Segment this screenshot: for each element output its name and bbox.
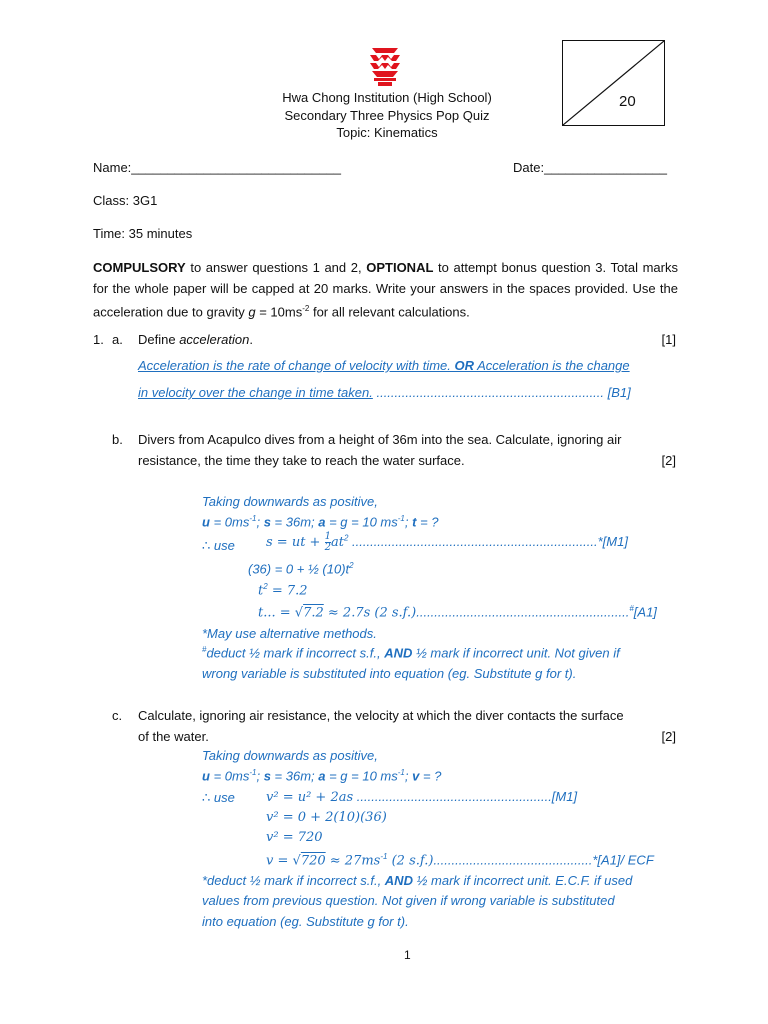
q1c-note1: *deduct ½ mark if incorrect s.f., AND ½ mark if incorrect unit. E.C.F. if used — [202, 873, 633, 888]
q1b-note2: #deduct ½ mark if incorrect s.f., AND ½ mark if incorrect unit. Not given if — [202, 645, 620, 661]
q1b-question-line2: resistance, the time they take to reach the water surface. [2] — [138, 453, 676, 468]
q1c-givens: $u = 0ms^{-1}$; s = 36m; a = g = 10 $ms^{-1}$; v = ? — [202, 768, 442, 784]
q1b-marks: [2] — [661, 453, 676, 468]
q1b-givens: $u = 0ms^{-1}$; s = 36m; a = g = 10 $ms^{-1}$; t = ? — [202, 514, 439, 530]
q1c-question-line2: of the water. [2] — [138, 729, 676, 744]
quiz-title: Secondary Three Physics Pop Quiz — [284, 108, 490, 123]
q1c-use: ∴ use — [202, 790, 235, 805]
q1c-question-line1: Calculate, ignoring air resistance, the velocity at which the diver contacts the surface — [138, 708, 624, 723]
date-field: Date:_________________ — [513, 160, 667, 175]
school-logo — [366, 47, 404, 87]
q1a-answer-line2: in velocity over the change in time taken. ............................................................... [B1] — [138, 385, 631, 400]
q1a-label: a. — [112, 332, 123, 347]
q1b-equation3: $t^2 = 7.2$ — [258, 582, 308, 599]
q1a-marks: [1] — [661, 332, 676, 347]
instructions: COMPULSORY to answer questions 1 and 2, OPTIONAL to attempt bonus question 3. Total marks for the whole paper will be capped at 20 marks. Write your answers in the spaces provided. Use the acceleration due to gravity $g = 10ms^{-2}$ for all relevant calculations. — [93, 260, 678, 320]
q1b-label: b. — [112, 432, 123, 447]
marks-box — [562, 40, 665, 126]
q1c-equation4: $v = √720 \approx 27ms^{-1}$ (2 s.f.)............................................*[A1]/ ECF — [266, 852, 654, 869]
q1-number: 1. — [93, 332, 104, 347]
q1c-working-line1: Taking downwards as positive, — [202, 748, 378, 763]
name-field: Name:_____________________________ — [93, 160, 341, 175]
q1b-note3: wrong variable is substituted into equation (eg. Substitute g for t). — [202, 666, 577, 681]
q1b-note1: *May use alternative methods. — [202, 626, 377, 641]
q1b-use: ∴ use — [202, 538, 235, 553]
q1c-equation3: v² = 720 — [266, 830, 323, 845]
class-field: Class: 3G1 — [93, 193, 158, 208]
q1c-label: c. — [112, 708, 123, 723]
q1c-equation2: v² = 0 + 2(10)(36) — [266, 810, 387, 825]
topic: Topic: Kinematics — [336, 125, 438, 140]
time-field: Time: 35 minutes — [93, 226, 193, 241]
q1b-working-line1: Taking downwards as positive, — [202, 494, 378, 509]
total-marks: 20 — [619, 93, 636, 110]
q1c-note3: into equation (eg. Substitute g for t). — [202, 914, 409, 929]
q1b-question-line1: Divers from Acapulco dives from a height of 36m into the sea. Calculate, ignoring air — [138, 432, 622, 447]
q1a-question: Define acceleration. [1] — [138, 332, 676, 347]
q1c-equation1: v² = u² + 2as ......................................................[M1] — [266, 789, 578, 805]
page-number: 1 — [404, 948, 411, 962]
q1a-answer-line1: Acceleration is the rate of change of velocity with time. OR Acceleration is the change — [138, 358, 630, 373]
q1b-equation2: (36) = 0 + ½ $(10)t^2$ — [248, 561, 354, 577]
marks-box-diagonal — [563, 41, 664, 125]
q1b-equation4: t... = √7.2 ≈ 2.7s (2 s.f.)...........................................................#[A1] — [258, 604, 657, 621]
q1b-equation1: s = ut + $\frac{1}{2}$ $at^2$ ....................................................................*[M1] — [266, 531, 628, 553]
q1c-note2: values from previous question. Not given if wrong variable is substituted — [202, 893, 615, 908]
school-name: Hwa Chong Institution (High School) — [282, 90, 492, 105]
q1c-marks: [2] — [661, 729, 676, 744]
